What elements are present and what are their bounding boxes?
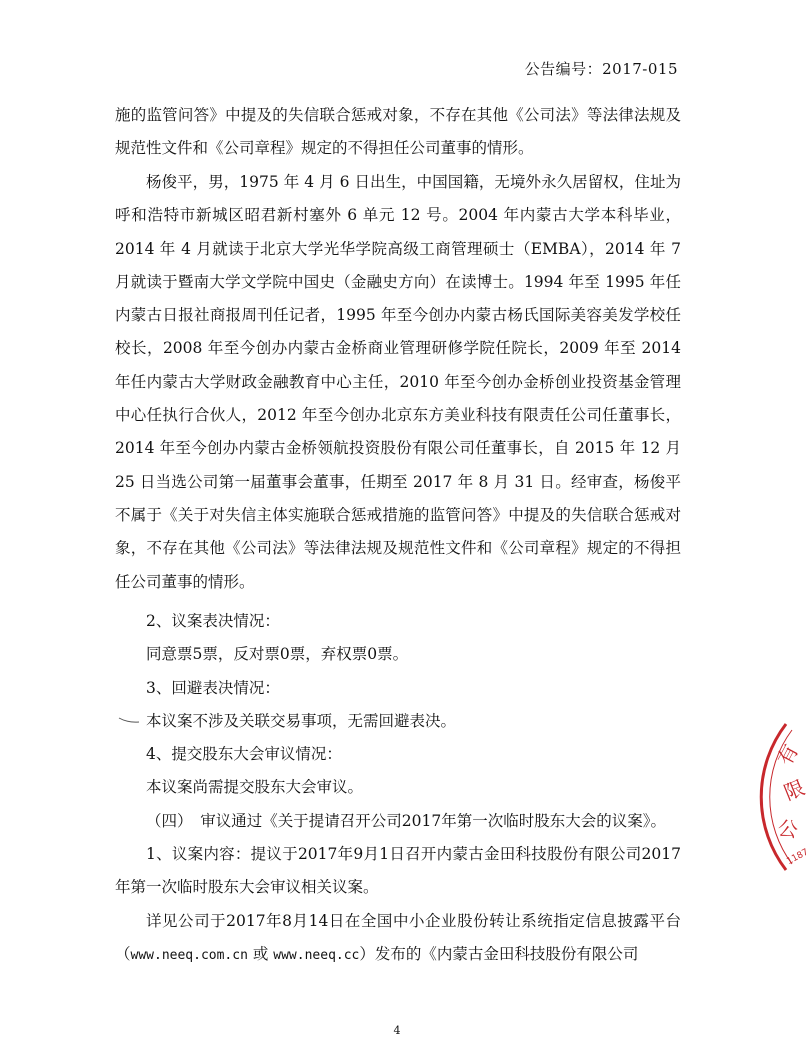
disclosure-tail: ）发布的《内蒙古金田科技股份有限公司 [359,944,639,963]
vote-section [115,605,681,972]
or-word: 或 [247,944,274,963]
agenda-item-4: （四） 审议通过《关于提请召开公司2017年第一次临时股东大会的议案》。 [146,811,666,830]
seal-char-3: 公 [776,815,800,843]
page-number: 4 [393,1024,401,1037]
shareholder-heading: 4、提交股东大会审议情况： [146,745,342,764]
company-seal-fragment [752,722,812,872]
recusal-text: 本议案不涉及关联交易事项，无需回避表决。 [146,711,457,730]
seal-char-2: 限 [780,775,808,806]
seal-number: 1187 [785,847,811,867]
vote-result: 同意票5票，反对票0票，弃权票0票。 [146,645,409,664]
seal-svg [752,722,812,872]
recusal-heading: 3、回避表决情况： [146,678,280,697]
url-neeq-com-cn: www.neeq.com.cn [130,947,248,963]
agenda-item-content: 1、议案内容：提议于2017年9月1日召开内蒙古金田科技股份有限公司2017年第一次临时股东大会审议相关议案。 [115,845,681,897]
paragraph-1 [115,99,681,166]
paragraph-1-text: 施的监管问答》中提及的失信联合惩戒对象，不存在其他《公司法》等法律法规及规范性文件和《公司章程》规定的不得担任公司董事的情形。 [115,106,681,158]
director-bio: 杨俊平，男，1975 年 4 月 6 日出生，中国国籍，无境外永久居留权，住址为呼和浩特市新城区昭君新村塞外 6 单元 12 号。2004 年内蒙古大学本科毕业，2014 年 4 月就读于北京大学光华学院高级工商管理硕士（EMBA），2014 年 7 月就读于暨南大学文学院中国史（金融史方向）在读博士。1994 年至 1995 年任内蒙古日报社商报周刊任记者，1995 年至今创办内蒙古杨氏国际美容美发学校任校长，2008 年至今创办内蒙古金桥商业管理研修学院任院长，2009 年至 2014 年任内蒙古大学财政金融教育中心主任，2010 年至今创办金桥创业投资基金管理中心任执行合伙人，2012 年至今创办北京东方美业科技有限责任公司任董事长，2014 年至今创办内蒙古金桥领航投资股份有限公司任董事长，自 2015 年 12 月 25 日当选公司第一届董事会董事，任期至 2017 年 8 月 31 日。经审查，杨俊平不属于《关于对失信主体实施联合惩戒措施的监管问答》中提及的失信联合惩戒对象，不存在其他《公司法》等法律法规及规范性文件和《公司章程》规定的不得担任公司董事的情形。 [115,173,681,591]
open-paren: （ [115,944,131,963]
announcement-number: 公告编号：2017-015 [524,60,678,78]
scan-mark [118,716,140,724]
paragraph-2 [115,166,681,599]
url-neeq-cc: www.neeq.cc [273,947,360,963]
shareholder-text: 本议案尚需提交股东大会审议。 [146,778,364,797]
vote-heading: 2、议案表决情况： [146,612,280,630]
seal-char-1: 有 [772,740,804,770]
disclosure-paragraph [115,905,681,973]
disclosure-lead: 详见公司于2017年8月14日在全国中小企业股份转让系统指定信息披露平台 [146,911,681,930]
